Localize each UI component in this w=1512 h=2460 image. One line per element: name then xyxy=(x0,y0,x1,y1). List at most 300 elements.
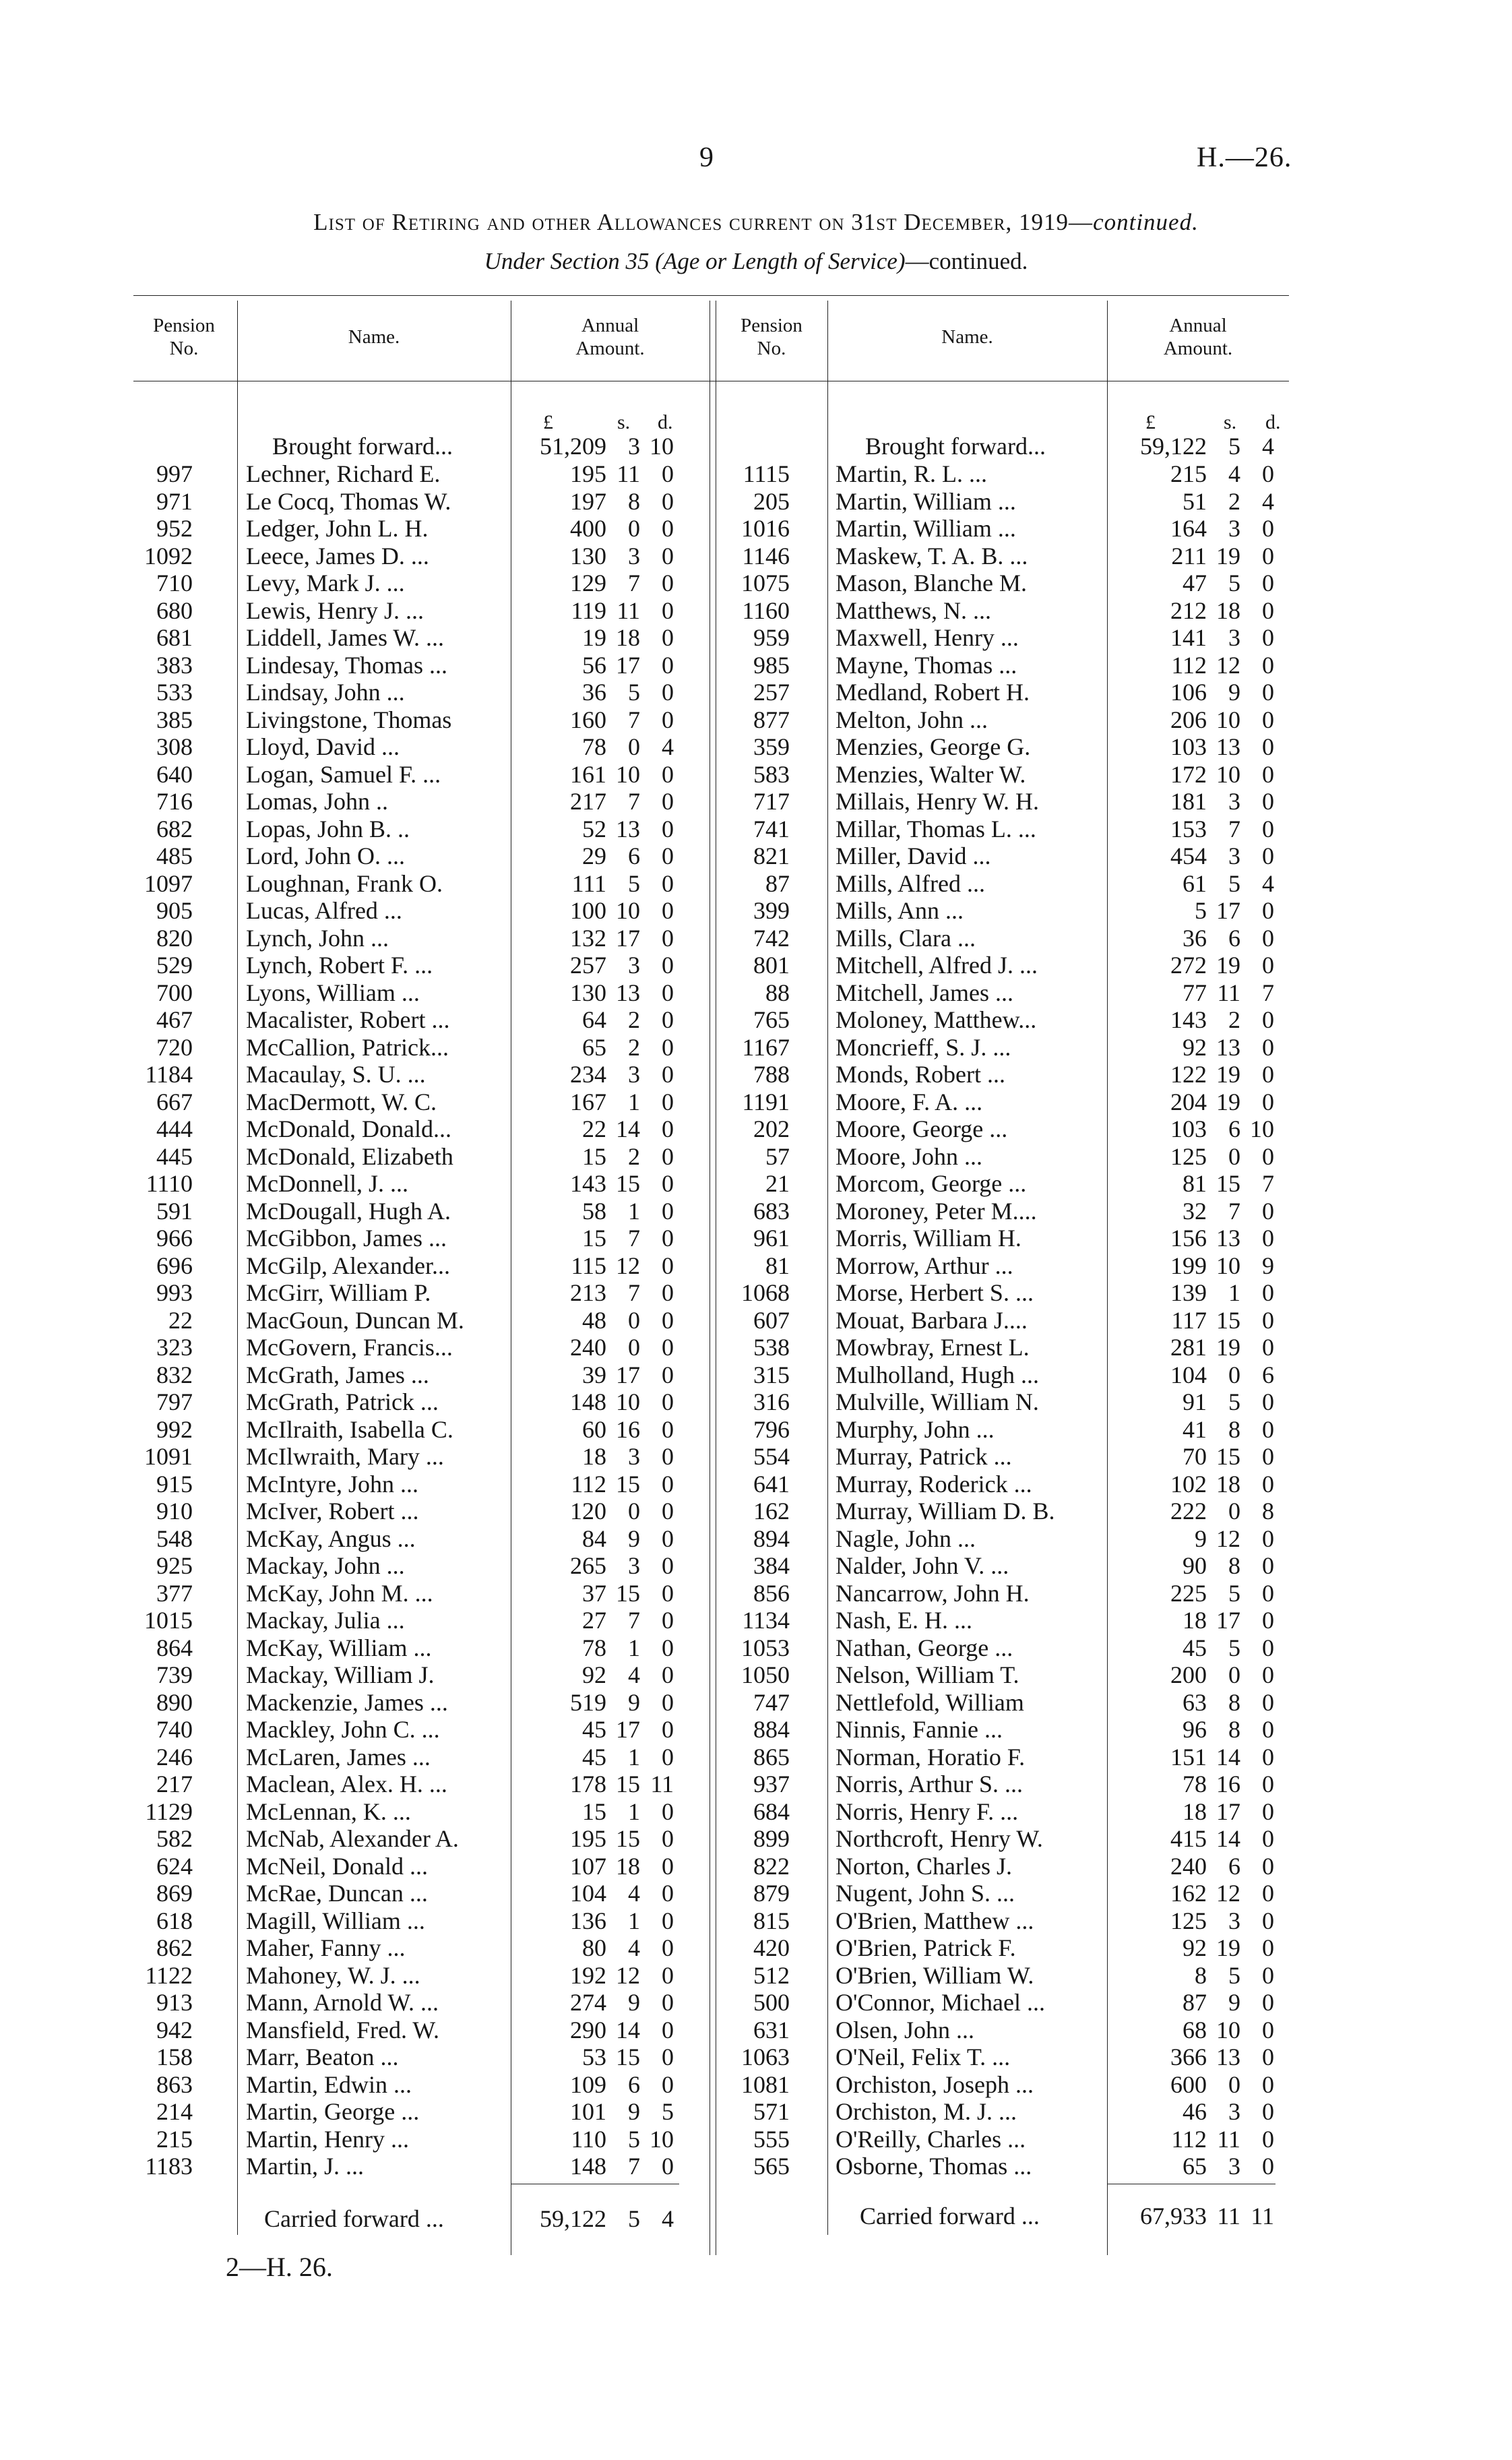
pension-number: 571 xyxy=(753,2098,790,2125)
amount-pence: 0 xyxy=(662,897,674,924)
amount-shillings: 19 xyxy=(1216,1934,1240,1961)
pensioner-name: Martin, William ... xyxy=(836,487,1016,515)
amount-pounds: 96 xyxy=(1183,1716,1207,1743)
brought-forward-shillings: 5 xyxy=(1228,433,1240,460)
pensioner-name: MacGoun, Duncan M. xyxy=(246,1306,464,1334)
pension-number: 720 xyxy=(156,1033,193,1061)
pensioner-name: Maskew, T. A. B. ... xyxy=(836,542,1028,570)
amount-pounds: 63 xyxy=(1183,1688,1207,1716)
amount-shillings: 9 xyxy=(628,2098,640,2125)
pension-number: 971 xyxy=(156,487,193,515)
pension-number: 57 xyxy=(765,1142,790,1170)
pension-number: 742 xyxy=(753,924,790,952)
amount-shillings: 3 xyxy=(628,1443,640,1470)
sheet-signature: 2—H. 26. xyxy=(226,2252,333,2282)
amount-pence: 0 xyxy=(1262,1743,1274,1771)
pension-number: 1134 xyxy=(742,1607,790,1634)
pension-number: 1167 xyxy=(742,1033,790,1061)
amount-pounds: 112 xyxy=(1171,2125,1207,2153)
amount-pounds: 39 xyxy=(582,1361,606,1388)
amount-pounds: 110 xyxy=(571,2125,606,2153)
pension-number: 815 xyxy=(753,1907,790,1934)
amount-shillings: 8 xyxy=(1228,1552,1240,1579)
pensioner-name: Lord, John O. ... xyxy=(246,842,405,869)
pensioner-name: Mitchell, James ... xyxy=(836,979,1013,1006)
amount-shillings: 13 xyxy=(616,815,640,842)
amount-pounds: 366 xyxy=(1170,2043,1207,2070)
pension-number: 399 xyxy=(753,897,790,924)
pension-number: 667 xyxy=(156,1088,193,1115)
pension-number: 1068 xyxy=(741,1279,790,1306)
amount-pence: 0 xyxy=(662,1197,674,1225)
pension-number: 890 xyxy=(156,1688,193,1716)
amount-pounds: 37 xyxy=(582,1579,606,1607)
pension-number: 937 xyxy=(753,1771,790,1797)
pensioner-name: Nugent, John S. ... xyxy=(836,1880,1015,1907)
pension-number: 246 xyxy=(156,1743,193,1771)
pension-number: 217 xyxy=(156,1771,193,1797)
pension-number: 822 xyxy=(753,1852,790,1880)
pensioner-name: McNeil, Donald ... xyxy=(246,1852,428,1880)
amount-pence: 0 xyxy=(1262,1470,1274,1498)
amount-shillings: 3 xyxy=(628,952,640,979)
amount-shillings: 8 xyxy=(628,487,640,515)
unit-pounds: £ xyxy=(543,411,553,433)
pension-number: 879 xyxy=(753,1880,790,1907)
pension-number: 1191 xyxy=(742,1088,790,1115)
amount-shillings: 19 xyxy=(1216,1088,1240,1115)
amount-shillings: 5 xyxy=(628,2125,640,2153)
amount-pence: 0 xyxy=(1262,1607,1274,1634)
pension-number: 607 xyxy=(753,1306,790,1334)
amount-pounds: 112 xyxy=(571,1470,606,1498)
amount-shillings: 10 xyxy=(616,1388,640,1415)
amount-shillings: 1 xyxy=(628,1088,640,1115)
pensioner-name: Mahoney, W. J. ... xyxy=(246,1961,420,1989)
amount-shillings: 9 xyxy=(1228,1989,1240,2016)
pensioner-name: McKay, John M. ... xyxy=(246,1579,433,1607)
amount-pounds: 115 xyxy=(571,1252,606,1279)
amount-pence: 0 xyxy=(662,1252,674,1279)
amount-pence: 0 xyxy=(662,1989,674,2016)
pensioner-name: Millar, Thomas L. ... xyxy=(836,815,1036,842)
amount-pounds: 19 xyxy=(582,624,606,651)
pensioner-name: Lewis, Henry J. ... xyxy=(246,596,424,624)
amount-shillings: 0 xyxy=(628,515,640,542)
amount-pounds: 136 xyxy=(570,1907,606,1934)
pension-number: 1097 xyxy=(144,869,193,897)
amount-pence: 0 xyxy=(1262,2125,1274,2153)
amount-pounds: 281 xyxy=(1170,1334,1207,1361)
pensioner-name: Martin, J. ... xyxy=(246,2153,364,2180)
amount-pence: 0 xyxy=(1262,924,1274,952)
pensioner-name: McDonald, Elizabeth xyxy=(246,1142,453,1170)
pension-number: 710 xyxy=(156,570,193,596)
amount-pounds: 125 xyxy=(1170,1907,1207,1934)
pension-number: 1053 xyxy=(741,1634,790,1661)
amount-pence: 0 xyxy=(1262,842,1274,869)
amount-pence: 0 xyxy=(662,788,674,815)
amount-shillings: 15 xyxy=(616,1470,640,1498)
pension-number: 308 xyxy=(156,733,193,760)
pension-number: 1146 xyxy=(742,542,790,570)
pensioner-name: Northcroft, Henry W. xyxy=(836,1825,1043,1852)
amount-shillings: 0 xyxy=(1228,1142,1240,1170)
pensioner-name: Mills, Clara ... xyxy=(836,924,976,952)
header-annual-amount: Annual Amount. xyxy=(1163,315,1233,359)
pension-number: 583 xyxy=(753,760,790,788)
amount-pounds: 84 xyxy=(582,1525,606,1552)
amount-shillings: 1 xyxy=(628,1907,640,1934)
amount-pence: 0 xyxy=(662,1579,674,1607)
amount-pence: 0 xyxy=(662,2043,674,2070)
amount-pounds: 36 xyxy=(1183,924,1207,952)
amount-pounds: 18 xyxy=(582,1443,606,1470)
amount-pounds: 217 xyxy=(570,788,606,815)
amount-pounds: 65 xyxy=(1183,2153,1207,2180)
pensioner-name: Lloyd, David ... xyxy=(246,733,400,760)
carried-forward-label: Carried forward ... xyxy=(860,2203,1040,2230)
pensioner-name: McGilp, Alexander... xyxy=(246,1252,450,1279)
carried-forward-pence: 4 xyxy=(662,2205,674,2232)
amount-pence: 0 xyxy=(662,1525,674,1552)
pensioner-name: Mackenzie, James ... xyxy=(246,1688,448,1716)
amount-pence: 0 xyxy=(1262,679,1274,706)
amount-pence: 0 xyxy=(1262,596,1274,624)
amount-pounds: 415 xyxy=(1170,1825,1207,1852)
amount-pence: 0 xyxy=(662,1934,674,1961)
pension-number: 1110 xyxy=(146,1170,193,1197)
amount-pounds: 109 xyxy=(570,2070,606,2098)
pension-number: 205 xyxy=(753,487,790,515)
pension-number: 865 xyxy=(753,1743,790,1771)
amount-pounds: 103 xyxy=(1170,1115,1207,1142)
pension-number: 1115 xyxy=(743,460,790,487)
pensioner-name: O'Neil, Felix T. ... xyxy=(836,2043,1011,2070)
pension-number: 739 xyxy=(156,1661,193,1688)
pensioner-name: Mackay, William J. xyxy=(246,1661,435,1688)
amount-shillings: 13 xyxy=(1216,1225,1240,1252)
amount-pence: 0 xyxy=(662,1334,674,1361)
amount-shillings: 4 xyxy=(628,1934,640,1961)
amount-pounds: 77 xyxy=(1183,979,1207,1006)
amount-shillings: 12 xyxy=(1216,1880,1240,1907)
amount-shillings: 2 xyxy=(628,1142,640,1170)
amount-pounds: 178 xyxy=(570,1771,606,1797)
header-name: Name. xyxy=(348,326,400,348)
pension-number: 959 xyxy=(753,624,790,651)
amount-pence: 0 xyxy=(662,952,674,979)
pension-number: 377 xyxy=(156,1579,193,1607)
amount-shillings: 11 xyxy=(1217,2125,1240,2153)
pensioner-name: McKay, Angus ... xyxy=(246,1525,416,1552)
amount-pounds: 8 xyxy=(1195,1961,1207,1989)
amount-pounds: 129 xyxy=(570,570,606,596)
pensioner-name: Melton, John ... xyxy=(836,706,988,733)
pensioner-name: Miller, David ... xyxy=(836,842,991,869)
pensioner-name: Mayne, Thomas ... xyxy=(836,651,1017,679)
pensioner-name: Murray, William D. B. xyxy=(836,1498,1055,1525)
amount-pounds: 107 xyxy=(570,1852,606,1880)
amount-pence: 0 xyxy=(662,596,674,624)
pension-number: 21 xyxy=(765,1170,790,1197)
pensioner-name: Morcom, George ... xyxy=(836,1170,1027,1197)
amount-pence: 0 xyxy=(662,1115,674,1142)
amount-pounds: 257 xyxy=(570,952,606,979)
unit-pounds: £ xyxy=(1145,411,1156,433)
amount-shillings: 15 xyxy=(616,2043,640,2070)
amount-pounds: 148 xyxy=(570,2153,606,2180)
pensioner-name: Nagle, John ... xyxy=(836,1525,976,1552)
amount-shillings: 13 xyxy=(616,979,640,1006)
amount-shillings: 12 xyxy=(616,1961,640,1989)
pension-number: 444 xyxy=(156,1115,193,1142)
pensioner-name: O'Reilly, Charles ... xyxy=(836,2125,1026,2153)
amount-shillings: 5 xyxy=(1228,570,1240,596)
amount-shillings: 15 xyxy=(1216,1170,1240,1197)
amount-shillings: 10 xyxy=(616,897,640,924)
pension-number: 1075 xyxy=(741,570,790,596)
pensioner-name: Millais, Henry W. H. xyxy=(836,788,1039,815)
amount-shillings: 16 xyxy=(1216,1771,1240,1797)
pensioner-name: Norman, Horatio F. xyxy=(836,1743,1026,1771)
pension-number: 1091 xyxy=(144,1443,193,1470)
amount-shillings: 1 xyxy=(628,1797,640,1825)
pension-number: 682 xyxy=(156,815,193,842)
amount-pence: 0 xyxy=(662,542,674,570)
amount-pence: 0 xyxy=(1262,1934,1274,1961)
amount-shillings: 15 xyxy=(616,1170,640,1197)
amount-shillings: 1 xyxy=(628,1743,640,1771)
amount-pounds: 199 xyxy=(1170,1252,1207,1279)
amount-shillings: 1 xyxy=(628,1634,640,1661)
amount-shillings: 9 xyxy=(628,1525,640,1552)
pension-number: 797 xyxy=(156,1388,193,1415)
column-divider xyxy=(827,301,828,2235)
amount-pence: 0 xyxy=(662,1225,674,1252)
amount-pence: 0 xyxy=(1262,1797,1274,1825)
pensioner-name: Moroney, Peter M.... xyxy=(836,1197,1037,1225)
amount-pounds: 104 xyxy=(570,1880,606,1907)
pensioner-name: McDonnell, J. ... xyxy=(246,1170,408,1197)
amount-pounds: 162 xyxy=(1170,1880,1207,1907)
amount-shillings: 3 xyxy=(1228,2098,1240,2125)
amount-pence: 0 xyxy=(662,1552,674,1579)
pension-number: 359 xyxy=(753,733,790,760)
amount-pounds: 161 xyxy=(570,760,606,788)
amount-pounds: 101 xyxy=(570,2098,606,2125)
brought-forward-pounds: 51,209 xyxy=(540,433,606,460)
amount-shillings: 5 xyxy=(1228,869,1240,897)
pension-number: 529 xyxy=(156,952,193,979)
amount-pence: 0 xyxy=(1262,1771,1274,1797)
pension-number: 717 xyxy=(753,788,790,815)
amount-pence: 0 xyxy=(1262,1306,1274,1334)
pensioner-name: Norton, Charles J. xyxy=(836,1852,1012,1880)
amount-shillings: 18 xyxy=(1216,596,1240,624)
amount-pounds: 9 xyxy=(1195,1525,1207,1552)
brought-forward-shillings: 3 xyxy=(628,433,640,460)
pension-number: 257 xyxy=(753,679,790,706)
amount-shillings: 7 xyxy=(628,570,640,596)
amount-pounds: 195 xyxy=(570,460,606,487)
amount-shillings: 19 xyxy=(1216,1061,1240,1088)
pension-number: 445 xyxy=(156,1142,193,1170)
amount-pence: 11 xyxy=(650,1771,674,1797)
amount-shillings: 12 xyxy=(616,1252,640,1279)
amount-shillings: 13 xyxy=(1216,2043,1240,2070)
pensioner-name: McLaren, James ... xyxy=(246,1743,431,1771)
pension-number: 500 xyxy=(753,1989,790,2016)
amount-pounds: 200 xyxy=(1170,1661,1207,1688)
amount-pounds: 111 xyxy=(571,869,606,897)
pensioner-name: Lindesay, Thomas ... xyxy=(246,651,447,679)
amount-pence: 9 xyxy=(1262,1252,1274,1279)
amount-shillings: 15 xyxy=(1216,1443,1240,1470)
amount-pounds: 92 xyxy=(1183,1033,1207,1061)
amount-shillings: 3 xyxy=(628,1061,640,1088)
amount-pounds: 103 xyxy=(1170,733,1207,760)
amount-shillings: 4 xyxy=(628,1661,640,1688)
pensioner-name: Martin, George ... xyxy=(246,2098,420,2125)
amount-shillings: 0 xyxy=(1228,1661,1240,1688)
amount-pounds: 45 xyxy=(582,1743,606,1771)
carried-forward-label: Carried forward ... xyxy=(264,2205,444,2232)
amount-shillings: 11 xyxy=(1217,979,1240,1006)
amount-pence: 0 xyxy=(662,460,674,487)
amount-pence: 0 xyxy=(1262,1006,1274,1033)
pension-number: 158 xyxy=(156,2043,193,2070)
pension-number: 548 xyxy=(156,1525,193,1552)
amount-pounds: 56 xyxy=(582,651,606,679)
amount-shillings: 4 xyxy=(1228,460,1240,487)
amount-pounds: 195 xyxy=(570,1825,606,1852)
amount-pence: 0 xyxy=(662,760,674,788)
amount-pounds: 70 xyxy=(1183,1443,1207,1470)
pension-number: 565 xyxy=(753,2153,790,2180)
pensioner-name: Morris, William H. xyxy=(836,1225,1021,1252)
amount-pounds: 46 xyxy=(1183,2098,1207,2125)
amount-pounds: 141 xyxy=(1170,624,1207,651)
pensioner-name: Ninnis, Fannie ... xyxy=(836,1716,1003,1743)
pension-number: 899 xyxy=(753,1825,790,1852)
pensioner-name: Medland, Robert H. xyxy=(836,679,1030,706)
pensioner-name: Nancarrow, John H. xyxy=(836,1579,1030,1607)
amount-shillings: 19 xyxy=(1216,1334,1240,1361)
amount-pence: 0 xyxy=(1262,1525,1274,1552)
pension-number: 316 xyxy=(753,1388,790,1415)
pension-number: 554 xyxy=(753,1443,790,1470)
amount-pence: 0 xyxy=(662,1306,674,1334)
amount-shillings: 9 xyxy=(628,1989,640,2016)
pensioner-name: O'Brien, Matthew ... xyxy=(836,1907,1034,1934)
amount-pounds: 112 xyxy=(1171,651,1207,679)
amount-shillings: 10 xyxy=(1216,706,1240,733)
amount-shillings: 7 xyxy=(628,788,640,815)
amount-shillings: 1 xyxy=(1228,1279,1240,1306)
amount-pounds: 61 xyxy=(1183,869,1207,897)
pensioner-name: Moore, F. A. ... xyxy=(836,1088,983,1115)
pension-number: 641 xyxy=(753,1470,790,1498)
amount-shillings: 17 xyxy=(616,924,640,952)
amount-pence: 8 xyxy=(1262,1498,1274,1525)
amount-pounds: 234 xyxy=(570,1061,606,1088)
pension-number: 618 xyxy=(156,1907,193,1934)
pension-number: 485 xyxy=(156,842,193,869)
amount-pence: 0 xyxy=(662,1880,674,1907)
amount-pounds: 156 xyxy=(1170,1225,1207,1252)
amount-shillings: 2 xyxy=(1228,1006,1240,1033)
amount-pounds: 102 xyxy=(1170,1470,1207,1498)
amount-pounds: 64 xyxy=(582,1006,606,1033)
header-annual-amount: Annual Amount. xyxy=(575,315,645,359)
amount-pounds: 213 xyxy=(570,1279,606,1306)
pensioner-name: Mackay, John ... xyxy=(246,1552,405,1579)
amount-pounds: 519 xyxy=(570,1688,606,1716)
amount-pence: 0 xyxy=(662,2016,674,2043)
amount-pounds: 222 xyxy=(1170,1498,1207,1525)
carried-forward-pence: 11 xyxy=(1251,2203,1274,2230)
amount-shillings: 7 xyxy=(628,706,640,733)
pension-number: 88 xyxy=(765,979,790,1006)
amount-pounds: 68 xyxy=(1183,2016,1207,2043)
report-code: H.—26. xyxy=(1197,142,1292,173)
pensioner-name: Mulville, William N. xyxy=(836,1388,1039,1415)
amount-pence: 0 xyxy=(662,1907,674,1934)
amount-pence: 0 xyxy=(1262,1225,1274,1252)
amount-pence: 0 xyxy=(1262,1142,1274,1170)
pension-number: 512 xyxy=(753,1961,790,1989)
amount-pence: 0 xyxy=(1262,760,1274,788)
pensioner-name: Lucas, Alfred ... xyxy=(246,897,402,924)
amount-shillings: 18 xyxy=(616,624,640,651)
amount-pence: 0 xyxy=(662,2153,674,2180)
amount-pence: 0 xyxy=(662,1743,674,1771)
amount-pounds: 204 xyxy=(1170,1088,1207,1115)
amount-shillings: 2 xyxy=(628,1006,640,1033)
pension-number: 952 xyxy=(156,515,193,542)
pensioner-name: Lomas, John .. xyxy=(246,788,388,815)
pension-number: 869 xyxy=(156,1880,193,1907)
pension-number: 788 xyxy=(753,1061,790,1088)
amount-shillings: 15 xyxy=(616,1579,640,1607)
amount-pence: 0 xyxy=(1262,1989,1274,2016)
amount-pence: 0 xyxy=(1262,897,1274,924)
unit-shillings: s. xyxy=(617,411,631,433)
pension-number: 640 xyxy=(156,760,193,788)
amount-shillings: 17 xyxy=(1216,897,1240,924)
amount-pence: 0 xyxy=(1262,1197,1274,1225)
amount-pounds: 119 xyxy=(571,596,606,624)
pension-number: 905 xyxy=(156,897,193,924)
amount-pence: 7 xyxy=(1262,1170,1274,1197)
amount-pounds: 45 xyxy=(1183,1634,1207,1661)
amount-pounds: 29 xyxy=(582,842,606,869)
amount-pounds: 274 xyxy=(570,1989,606,2016)
amount-pence: 0 xyxy=(1262,1061,1274,1088)
amount-shillings: 10 xyxy=(1216,760,1240,788)
pension-number: 214 xyxy=(156,2098,193,2125)
amount-pounds: 290 xyxy=(570,2016,606,2043)
amount-pounds: 160 xyxy=(570,706,606,733)
pensioner-name: Lynch, John ... xyxy=(246,924,389,952)
pensioner-name: Morse, Herbert S. ... xyxy=(836,1279,1034,1306)
pensioner-name: Osborne, Thomas ... xyxy=(836,2153,1032,2180)
brought-forward-pence: 10 xyxy=(650,433,674,460)
pensioner-name: McCallion, Patrick... xyxy=(246,1033,449,1061)
pensioner-name: Loughnan, Frank O. xyxy=(246,869,443,897)
subtitle-continued: —continued. xyxy=(905,248,1028,274)
